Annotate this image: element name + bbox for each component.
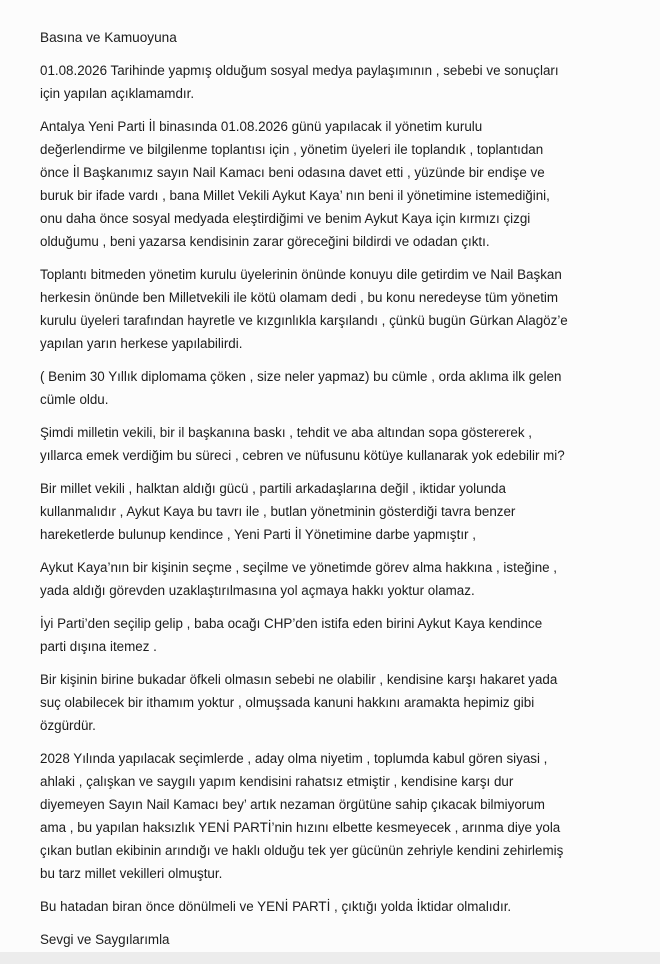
closing-line: Sevgi ve Saygılarımla [40, 932, 170, 947]
paragraph-line: özgürdür. [40, 718, 96, 733]
paragraph-line: değerlendirme ve bilgilenme toplantısı için , yönetim üyeleri ile toplandık , toplantıdan [40, 142, 544, 157]
paragraph [40, 115, 632, 253]
paragraph-line: Toplantı bitmeden yönetim kurulu üyelerinin önünde konuyu dile getirdim ve Nail Başkan [40, 267, 562, 282]
paragraph-line: herkesin önünde ben Milletvekili ile kötü olamam dedi , bu konu neredeyse tüm yönetim [40, 290, 559, 305]
paragraph-line: Aykut Kaya’nın bir kişinin seçme , seçilme ve yönetimde görev alma hakkına , isteğine , [40, 560, 558, 575]
paragraph-line: yapılan yarın herkese yapılabilirdi. [40, 336, 243, 351]
paragraph [40, 556, 632, 602]
paragraph-line: diyemeyen Sayın Nail Kamacı bey’ artık nezaman örgütüne sahip çıkacak bilmiyorum [40, 797, 545, 812]
paragraph-line: için yapılan açıklamamdır. [40, 86, 195, 101]
paragraph-line: suç olabilecek bir ithamım yoktur , olmuşsada kanuni hakkını aramakta hepimiz gibi [40, 695, 535, 710]
paragraph [40, 895, 632, 918]
paragraph-line: olduğumu , beni yazarsa kendisinin zarar göreceğini bildirdi ve odadan çıktı. [40, 234, 490, 249]
paragraph-line: Antalya Yeni Parti İl binasında 01.08.2026 günü yapılacak il yönetim kurulu [40, 119, 483, 134]
paragraph-line: yıllarca emek verdiğim bu süreci , cebren ve nüfusunu kötüye kullanarak yok edebilir mi? [40, 448, 565, 463]
document-body [40, 59, 632, 918]
paragraph [40, 612, 632, 658]
paragraph-line: Şimdi milletin vekili, bir il başkanına baskı , tehdit ve aba altından sopa göstererek , [40, 425, 532, 440]
paragraph-line: onu daha önce sosyal medyada eleştirdiğimi ve benim Aykut Kaya için kırmızı çizgi [40, 211, 531, 226]
paragraph-line: çıkan butlan ekibinin arındığı ve haklı olduğu tek yer gücünün zehriyle kendini zehirlemiş [40, 843, 564, 858]
paragraph-line: Bir millet vekili , halktan aldığı gücü , partili arkadaşlarına değil , iktidar yolunda [40, 481, 506, 496]
paragraph-line: İyi Parti’den seçilip gelip , baba ocağı CHP’den istifa eden birini Aykut Kaya kendince [40, 616, 543, 631]
paragraph [40, 747, 632, 885]
paragraph [40, 365, 632, 411]
paragraph-line: Bu hatadan biran önce dönülmeli ve YENİ PARTİ , çıktığı yolda İktidar olmalıdır. [40, 899, 512, 914]
paragraph-line: bu tarz millet vekilleri olmuştur. [40, 866, 223, 881]
paragraph-line: yada aldığı görevden uzaklaştırılmasına yol açmaya hakkı yoktur olamaz. [40, 583, 475, 598]
paragraph [40, 421, 632, 467]
paragraph-line: 01.08.2026 Tarihinde yapmış olduğum sosyal medya paylaşımının , sebebi ve sonuçları [40, 63, 559, 78]
paragraph-line: ahlaki , çalışkan ve saygılı yapım kendisini rahatsız etmiştir , kendisine karşı dur [40, 774, 514, 789]
paragraph-line: Bir kişinin birine bukadar öfkeli olmasın sebebi ne olabilir , kendisine karşı hakaret yada [40, 672, 558, 687]
paragraph-line: 2028 Yılında yapılacak seçimlerde , aday olma niyetim , toplumda kabul gören siyasi , [40, 751, 548, 766]
paragraph [40, 59, 632, 105]
paragraph-line: parti dışına itemez . [40, 639, 157, 654]
paragraph-line: ( Benim 30 Yıllık diplomama çöken , size neler yapmaz) bu cümle , orda aklıma ilk gelen [40, 369, 562, 384]
paragraph-line: kurulu üyeleri tarafından hayretle ve kızgınlıkla karşılandı , çünkü bugün Gürkan Alagöz’e [40, 313, 568, 328]
paragraph-line: önce İl Başkanımız sayın Nail Kamacı beni odasına davet etti , yüzünde bir endişe ve [40, 165, 545, 180]
page-bottom-edge [0, 952, 660, 964]
paragraph-line: kullanmalıdır , Aykut Kaya bu tavrı ile , butlan yönetminin gösterdiği tavra benzer [40, 504, 516, 519]
paragraph [40, 477, 632, 546]
paragraph [40, 263, 632, 355]
paragraph [40, 668, 632, 737]
paragraph-line: ama , bu yapılan haksızlık YENİ PARTİ’nin hızını elbette kesmeyecek , arınma diye yola [40, 820, 561, 835]
paragraph-line: hareketlerde bulunup kendince , Yeni Parti İl Yönetimine darbe yapmıştır , [40, 527, 476, 542]
paragraph-line: cümle oldu. [40, 392, 109, 407]
document-heading: Basına ve Kamuoyuna [40, 30, 177, 45]
paragraph-line: buruk bir ifade vardı , bana Millet Vekili Aykut Kaya’ nın beni il yönetimine istemediğini, [40, 188, 550, 203]
